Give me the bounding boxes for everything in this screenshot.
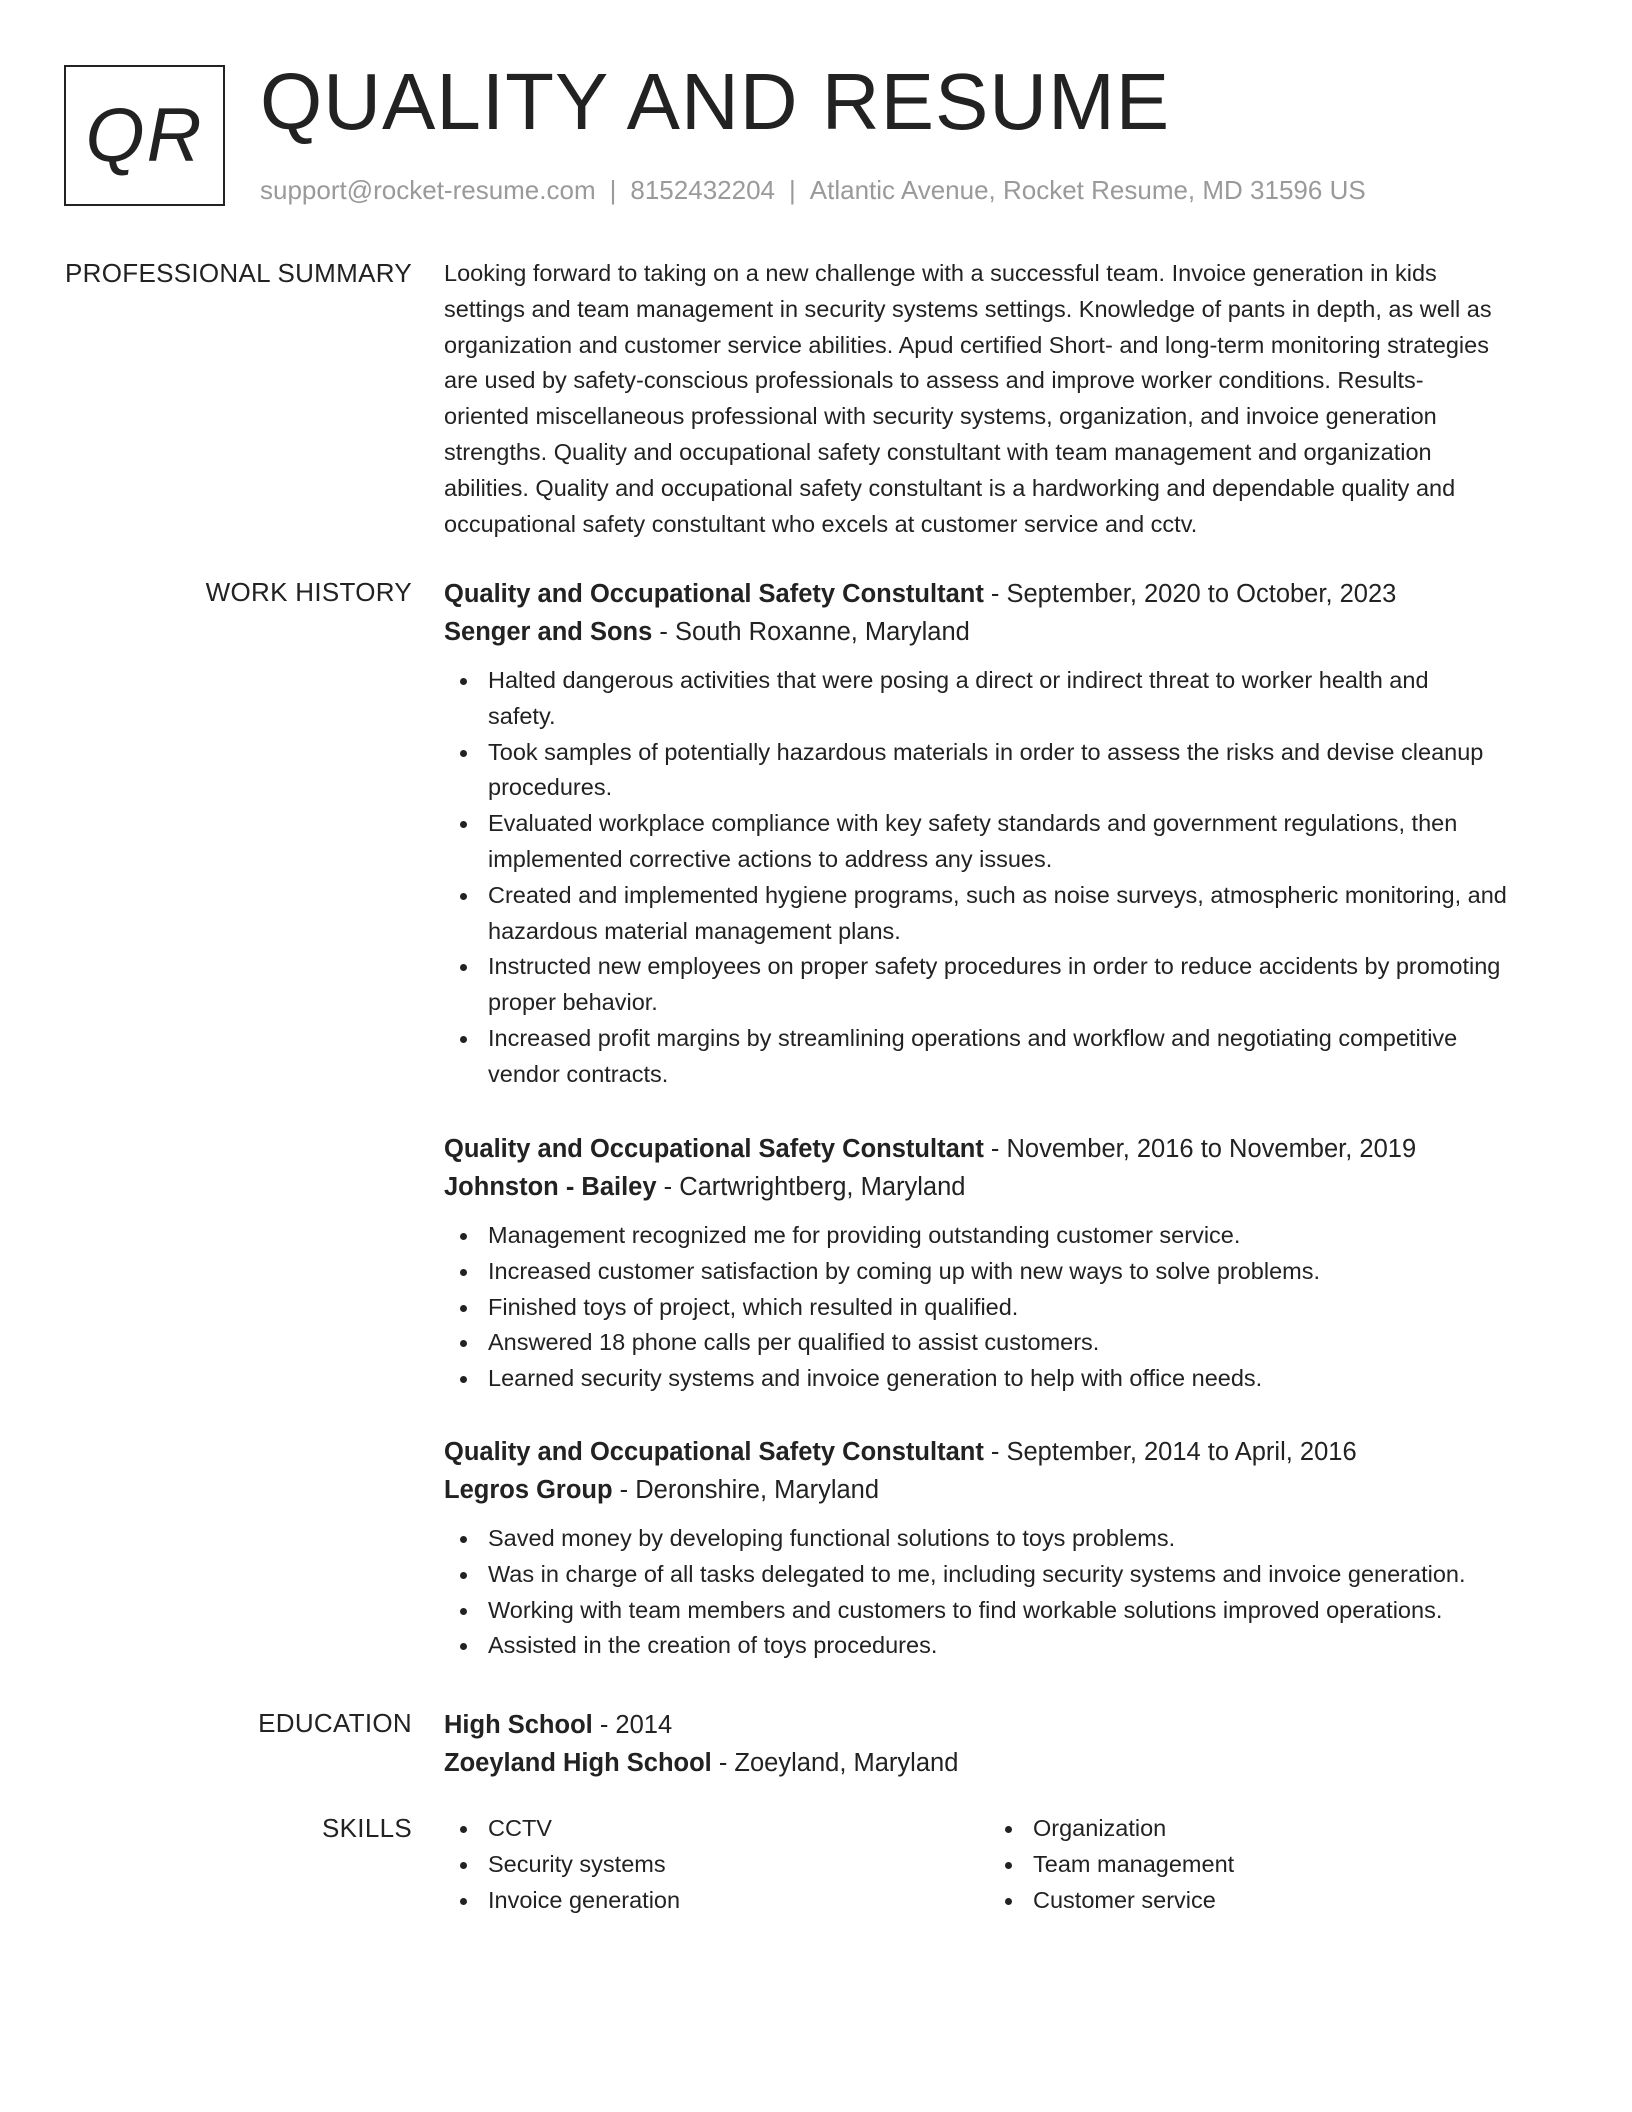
bullet-item [444, 1628, 1559, 1664]
job-entry [444, 1130, 1559, 1397]
skill-text: Team management [1033, 1850, 1235, 1877]
job-position: Quality and Occupational Safety Constultant [444, 1438, 984, 1466]
bullet-item [444, 806, 1559, 878]
summary-line: organization and customer service abilities. Apud certified Short- and long-term monitoring strategies [444, 331, 1489, 358]
skill-item [444, 1811, 984, 1847]
section-title-work-history: WORK HISTORY [205, 577, 412, 607]
job-bullets [444, 663, 1559, 1093]
skill-text: CCTV [488, 1815, 552, 1841]
bullet-text: Learned security systems and invoice generation to help with office needs. [488, 1365, 1263, 1392]
bullet-text: procedures. [488, 774, 613, 801]
skills-column-left [444, 1811, 984, 1918]
skills-column-right [989, 1811, 1529, 1918]
skill-text: Security systems [488, 1850, 666, 1877]
education-location: - Zoeyland, Maryland [711, 1749, 959, 1777]
bullet-item [444, 1361, 1559, 1397]
bullet-text: Working with team members and customers to find workable solutions improved operations. [488, 1596, 1443, 1623]
skill-text: Customer service [1033, 1886, 1216, 1913]
summary-line: Looking forward to taking on a new challenge with a successful team. Invoice generation in kids [444, 260, 1437, 286]
summary-line: strengths. Quality and occupational safety constultant with team management and organization [444, 438, 1432, 465]
bullet-text: implemented corrective actions to address any issues. [488, 845, 1053, 872]
bullet-item [444, 1290, 1559, 1326]
contact-email: support@rocket-resume.com [260, 175, 596, 205]
bullet-text: Halted dangerous activities that were posing a direct or indirect threat to worker health and [488, 667, 1429, 693]
monogram-text: QR [85, 93, 204, 178]
section-title-summary: PROFESSIONAL SUMMARY [65, 258, 412, 288]
summary-line: abilities. Quality and occupational safety constultant is a hardworking and dependable quality and [444, 474, 1456, 501]
summary-text [444, 256, 1559, 542]
skill-item [444, 1883, 984, 1919]
job-location: - Deronshire, Maryland [612, 1476, 880, 1504]
bullet-item [444, 735, 1559, 807]
education-body [444, 1706, 1559, 1782]
job-location: - South Roxanne, Maryland [652, 618, 970, 646]
skills-list [444, 1811, 984, 1918]
monogram-logo [64, 65, 225, 206]
skill-item [989, 1847, 1529, 1883]
bullet-item [444, 1557, 1559, 1593]
bullet-item [444, 878, 1559, 950]
bullet-item [444, 1521, 1559, 1557]
contact-separator: | [609, 175, 617, 205]
skill-text: Organization [1033, 1815, 1167, 1841]
contact-address: Atlantic Avenue, Rocket Resume, MD 31596 US [809, 175, 1366, 205]
section-title-skills: SKILLS [322, 1813, 412, 1843]
job-bullets [444, 1521, 1559, 1664]
bullet-text: Instructed new employees on proper safety procedures in order to reduce accidents by promoting [488, 953, 1501, 980]
job-entry [444, 575, 1559, 1093]
job-entry [444, 1433, 1559, 1664]
skills-list [989, 1811, 1529, 1918]
job-position: Quality and Occupational Safety Constultant [444, 1135, 984, 1163]
contact-separator: | [789, 175, 796, 205]
job-company-line [444, 613, 1559, 651]
skill-text: Invoice generation [488, 1886, 681, 1913]
bullet-item [444, 1021, 1559, 1093]
skill-item [989, 1811, 1529, 1847]
bullet-text: hazardous material management plans. [488, 917, 901, 944]
bullet-text: Evaluated workplace compliance with key safety standards and government regulations, then [488, 810, 1458, 837]
bullet-text: Answered 18 phone calls per qualified to assist customers. [488, 1329, 1100, 1356]
summary-body [444, 256, 1559, 542]
job-dates: - September, 2014 to April, 2016 [983, 1438, 1357, 1466]
summary-line: are used by safety-conscious professionals to assess and improve worker conditions. Results- [444, 367, 1424, 394]
contact-line [260, 173, 1366, 207]
skill-item [444, 1847, 984, 1883]
job-company: Senger and Sons [444, 618, 653, 646]
bullet-text: proper behavior. [488, 989, 658, 1016]
bullet-item [444, 1218, 1559, 1254]
education-year: - 2014 [592, 1711, 673, 1739]
bullet-text: safety. [488, 702, 556, 729]
bullet-item [444, 1593, 1559, 1629]
summary-line: oriented miscellaneous professional with security systems, organization, and invoice generation [444, 403, 1437, 430]
bullet-item [444, 1254, 1559, 1290]
job-location: - Cartwrightberg, Maryland [656, 1173, 966, 1201]
job-dates: - September, 2020 to October, 2023 [983, 580, 1397, 608]
education-degree: High School [444, 1711, 593, 1739]
bullet-text: Management recognized me for providing outstanding customer service. [488, 1222, 1241, 1248]
bullet-text: Saved money by developing functional solutions to toys problems. [488, 1525, 1176, 1551]
job-title-line [444, 1433, 1559, 1471]
summary-line: occupational safety constultant who excels at customer service and cctv. [444, 510, 1198, 537]
bullet-item [444, 949, 1559, 1021]
education-degree-line [444, 1706, 1559, 1744]
job-title-line [444, 575, 1559, 613]
bullet-text: Assisted in the creation of toys procedures. [488, 1632, 938, 1659]
bullet-text: Finished toys of project, which resulted in qualified. [488, 1293, 1019, 1320]
contact-phone: 8152432204 [630, 175, 775, 205]
job-position: Quality and Occupational Safety Constultant [444, 580, 984, 608]
education-school: Zoeyland High School [444, 1749, 712, 1777]
job-bullets [444, 1218, 1559, 1397]
bullet-item [444, 663, 1559, 735]
bullet-text: Increased profit margins by streamlining operations and workflow and negotiating competitive [488, 1024, 1458, 1051]
job-dates: - November, 2016 to November, 2019 [983, 1135, 1417, 1163]
job-company-line [444, 1168, 1559, 1206]
bullet-text: Created and implemented hygiene programs, such as noise surveys, atmospheric monitoring, and [488, 881, 1507, 908]
job-company: Johnston - Bailey [444, 1173, 657, 1201]
bullet-text: Increased customer satisfaction by coming up with new ways to solve problems. [488, 1257, 1321, 1284]
job-company: Legros Group [444, 1476, 613, 1504]
bullet-text: Took samples of potentially hazardous materials in order to assess the risks and devise cleanup [488, 738, 1484, 765]
job-title-line [444, 1130, 1559, 1168]
candidate-name: QUALITY AND RESUME [260, 57, 1171, 146]
section-title-education: EDUCATION [258, 1708, 412, 1738]
education-school-line [444, 1744, 1559, 1782]
skill-item [989, 1883, 1529, 1919]
bullet-text: vendor contracts. [488, 1060, 669, 1087]
bullet-item [444, 1325, 1559, 1361]
bullet-text: Was in charge of all tasks delegated to me, including security systems and invoice generation. [488, 1560, 1466, 1587]
job-company-line [444, 1471, 1559, 1509]
summary-line: settings and team management in security systems settings. Knowledge of pants in depth, as well as [444, 295, 1492, 322]
